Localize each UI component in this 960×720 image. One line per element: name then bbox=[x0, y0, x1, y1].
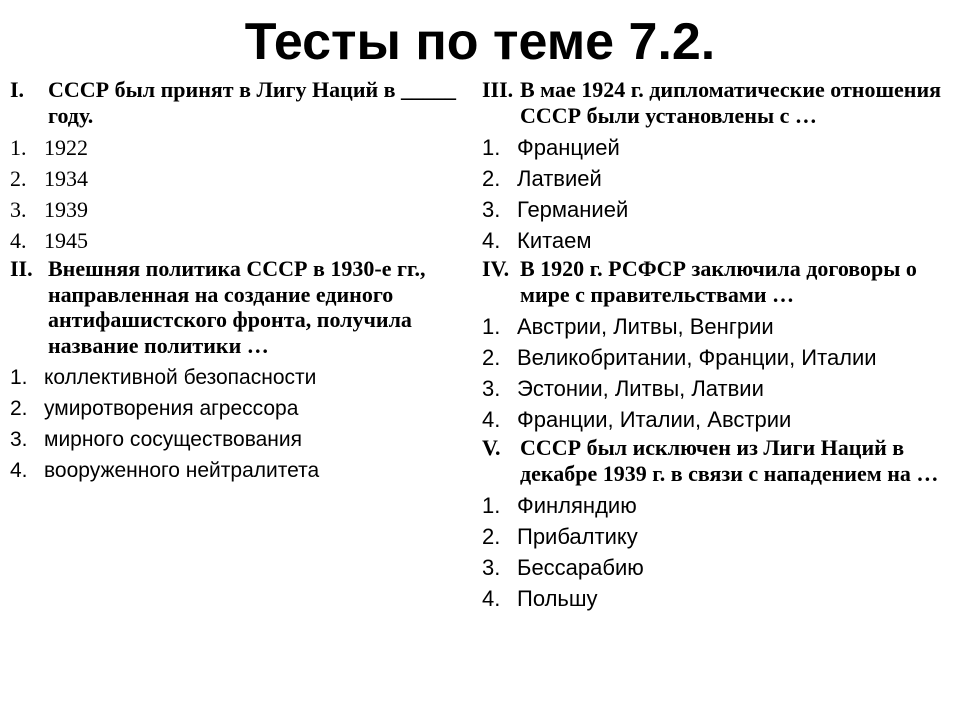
answer-option bbox=[10, 225, 465, 256]
option-text: Финляндию bbox=[517, 493, 637, 518]
question-text: В 1920 г. РСФСР заключила договоры о мире с правительствами … bbox=[520, 256, 917, 307]
answer-option bbox=[10, 455, 465, 486]
option-text: Польшу bbox=[517, 586, 598, 611]
option-number: 1. bbox=[10, 366, 28, 389]
option-number: 2. bbox=[482, 345, 501, 370]
answer-option bbox=[10, 393, 465, 424]
answer-option bbox=[482, 163, 952, 194]
option-number: 3. bbox=[10, 428, 28, 451]
question-text: СССР был принят в Лигу Наций в _____ году. bbox=[48, 77, 457, 128]
option-text: вооруженного нейтралитета bbox=[44, 459, 320, 482]
option-text: Франции, Италии, Австрии bbox=[517, 407, 792, 432]
option-number: 4. bbox=[482, 407, 501, 432]
question-number: IV. bbox=[482, 256, 510, 281]
answer-option bbox=[482, 552, 952, 583]
page-title: Тесты по теме 7.2. bbox=[244, 13, 716, 71]
option-text: Австрии, Литвы, Венгрии bbox=[517, 314, 774, 339]
option-number: 3. bbox=[482, 197, 501, 222]
option-text: Бессарабию bbox=[517, 555, 644, 580]
left-column bbox=[10, 77, 465, 486]
option-number: 2. bbox=[482, 524, 501, 549]
question-4 bbox=[482, 256, 952, 307]
option-text: Великобритании, Франции, Италии bbox=[517, 345, 877, 370]
option-number: 1. bbox=[482, 314, 501, 339]
option-text: Китаем bbox=[517, 228, 592, 253]
question-3 bbox=[482, 77, 952, 128]
option-text: мирного сосуществования bbox=[44, 428, 302, 451]
option-number: 3. bbox=[482, 555, 501, 580]
answer-option bbox=[10, 132, 465, 163]
question-2 bbox=[10, 256, 465, 358]
answer-option bbox=[482, 342, 952, 373]
answer-option bbox=[482, 194, 952, 225]
option-number: 1. bbox=[482, 493, 501, 518]
question-text: СССР был исключен из Лиги Наций в декабре 1939 г. в связи с нападением на … bbox=[520, 435, 939, 486]
question-number: II. bbox=[10, 256, 33, 281]
question-5 bbox=[482, 435, 952, 486]
answer-option bbox=[482, 373, 952, 404]
answer-option bbox=[10, 194, 465, 225]
option-text: 1922 bbox=[44, 135, 88, 160]
option-text: Латвией bbox=[517, 166, 602, 191]
right-column bbox=[482, 77, 952, 614]
option-number: 4. bbox=[482, 228, 501, 253]
question-number: V. bbox=[482, 435, 501, 460]
option-text: Францией bbox=[517, 135, 620, 160]
question-text: В мае 1924 г. дипломатические отношения СССР были установлены с … bbox=[520, 77, 942, 128]
answer-option bbox=[482, 225, 952, 256]
option-text: коллективной безопасности bbox=[44, 366, 317, 389]
question-number: I. bbox=[10, 77, 25, 102]
option-number: 4. bbox=[10, 228, 27, 253]
answer-option bbox=[10, 424, 465, 455]
option-text: Эстонии, Литвы, Латвии bbox=[517, 376, 764, 401]
question-1 bbox=[10, 77, 465, 128]
question-text: Внешняя политика СССР в 1930-е гг., направленная на создание единого антифашистского фронта, получила название политики … bbox=[48, 256, 426, 358]
answer-option bbox=[482, 404, 952, 435]
answer-option bbox=[10, 163, 465, 194]
option-text: 1945 bbox=[44, 228, 88, 253]
answer-option bbox=[482, 521, 952, 552]
answer-option bbox=[482, 583, 952, 614]
option-number: 2. bbox=[10, 397, 28, 420]
answer-option bbox=[10, 362, 465, 393]
option-number: 3. bbox=[10, 197, 27, 222]
option-text: Прибалтику bbox=[517, 524, 638, 549]
option-number: 1. bbox=[10, 135, 27, 160]
option-number: 4. bbox=[482, 586, 501, 611]
answer-option bbox=[482, 132, 952, 163]
option-number: 4. bbox=[10, 459, 28, 482]
option-number: 3. bbox=[482, 376, 501, 401]
question-number: III. bbox=[482, 77, 514, 102]
option-text: 1939 bbox=[44, 197, 88, 222]
option-text: 1934 bbox=[44, 166, 88, 191]
option-text: умиротворения агрессора bbox=[44, 397, 299, 420]
answer-option bbox=[482, 490, 952, 521]
option-number: 2. bbox=[482, 166, 501, 191]
option-number: 1. bbox=[482, 135, 501, 160]
option-text: Германией bbox=[517, 197, 629, 222]
answer-option bbox=[482, 311, 952, 342]
option-number: 2. bbox=[10, 166, 27, 191]
